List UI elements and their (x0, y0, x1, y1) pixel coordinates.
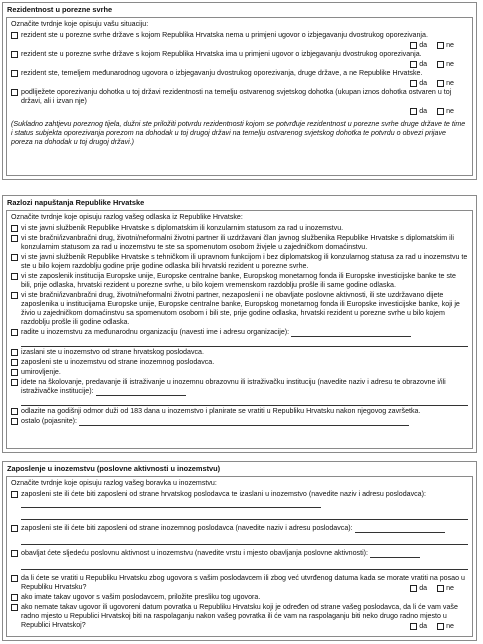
institution-input[interactable] (96, 388, 186, 396)
checkbox[interactable] (11, 369, 18, 376)
checkbox-item (11, 524, 468, 533)
item-text: izaslani ste u inozemstvo od strane hrvatskog poslodavca. (21, 348, 204, 356)
checkbox-item (11, 50, 468, 59)
item-text: vi ste javni službenik Republike Hrvatske s tehničkom ili upravnom funkcijom i bez diplomatskog ili konzularnog statusa za rad u inozemstvu te ste u bilo kojem razdoblju godine prije godine odlaska bili hrvatski rezident u porezne svrhe. (21, 253, 468, 270)
section-title: Rezidentnost u porezne svrhe (7, 5, 113, 14)
item-text: vi ste bračni/izvanbračni drug, životni/neformalni životni partner, nezaposleni i ne obavljate poslovne aktivnosti, ili ste uzdržavano dijete zaposlenika u institucijama Europske unije, Europske centralne banke, Europskog monetarnog fonda ili Europske investicijske banke, koji je živio u zajedničkom domaćinstvu sa spomenutom osobom i bili ste, prije godine odlaska, hrvatski rezident u porezne svrhe u bilo kojem razdoblju prošle ili godine odlaska. (21, 291, 460, 326)
item-text: umirovljenje. (21, 368, 61, 376)
section-body (6, 17, 473, 176)
item-text: ako nemate takav ugovor ili ugovoreni datum povratka u Republiku Hrvatsku koji je određen od strane vašeg poslodavca, da li će vam vaše radno mjesto u Republici Hrvatskoj biti na raspolaganju nakon vašeg povratka ili će vam na raspolaganju biti neko drugo radno mjesto u Republici Hrvatskoj? (21, 603, 458, 629)
checkbox[interactable] (11, 292, 18, 299)
checkbox-item (11, 253, 468, 271)
section-tax-residence (2, 2, 477, 180)
checkbox-item (11, 272, 468, 290)
checkbox[interactable] (11, 550, 18, 557)
organization-input[interactable] (291, 329, 411, 337)
item-text: radite u inozemstvu za međunarodnu organizaciju (navesti ime i adresu organizacije): (21, 328, 290, 336)
item-text: zaposleni ste u inozemstvu od strane inozemnog poslodavca. (21, 358, 215, 366)
no-checkbox[interactable] (437, 585, 444, 592)
checkbox-item (11, 549, 468, 558)
section-leaving-reasons (2, 195, 477, 453)
no-checkbox[interactable] (437, 108, 444, 115)
organization-input-line[interactable] (21, 338, 468, 347)
checkbox-item (11, 417, 468, 426)
checkbox-item (11, 348, 468, 357)
checkbox[interactable] (11, 32, 18, 39)
item-text: odlazite na godišnji odmor duži od 183 dana u inozemstvo i planirate se vratiti u Republiku Hrvatsku nakon njegovog završetka. (21, 407, 421, 415)
yes-checkbox[interactable] (410, 42, 417, 49)
checkbox[interactable] (11, 604, 18, 611)
yes-label: da (419, 107, 428, 115)
yes-checkbox[interactable] (410, 80, 417, 87)
checkbox[interactable] (11, 408, 18, 415)
item-text: zaposleni ste ili ćete biti zaposleni od strane inozemnog poslodavca (navedite naziv i adresu poslodavca): (21, 524, 353, 532)
item-text: rezident ste, temeljem međunarodnog ugovora o izbjegavanju dvostrukog oporezivanja, druge države, a ne Republike Hrvatske. (21, 69, 423, 77)
other-input[interactable] (79, 418, 409, 426)
checkbox-item (11, 407, 468, 416)
item-text: vi ste bračni/izvanbračni drug, životni/neformalni životni partner ili uzdržavani član javnog službenika Republike Hrvatske s diplomatskim ili konzularnim statusom za rad u inozemstvu te ste sa spomenutom osobom živjele u zajedničkom domaćinstvu. (21, 234, 454, 251)
employer-input[interactable] (21, 500, 321, 508)
no-label: ne (446, 622, 454, 630)
yes-checkbox[interactable] (410, 623, 417, 630)
checkbox[interactable] (11, 70, 18, 77)
section-intro: Označite tvrdnje koje opisuju vašu situaciju: (11, 20, 149, 28)
checkbox[interactable] (11, 254, 18, 261)
yes-no-group (11, 107, 468, 116)
checkbox[interactable] (11, 594, 18, 601)
yes-no-group (11, 41, 468, 50)
foreign-employer-input[interactable] (355, 525, 445, 533)
attachment-note: (Sukladno zahtjevu poreznog tijela, dužni ste priložiti potvrdu rezidentnosti kojom se potvrđuje rezidentnost u porezne svrhe druge države te time i status subjekta oporezivanja porezom na dohodak u toj drugoj državi na temelju ostvarenog svjetskog dohotka te potvrdu o obvezi prijave poreza na dohodak u toj drugoj državi.) (11, 120, 466, 146)
item-text: zaposleni ste ili ćete biti zaposleni od strane hrvatskog poslodavca te izaslani u inozemstvo (navedite naziv i adresu poslodavca): (21, 490, 426, 498)
yes-checkbox[interactable] (410, 61, 417, 68)
checkbox-item (11, 291, 468, 327)
yes-no-group (11, 60, 468, 69)
no-label: ne (446, 107, 454, 115)
yes-no-group (11, 79, 468, 88)
checkbox[interactable] (11, 575, 18, 582)
institution-input-line[interactable] (21, 397, 468, 406)
item-text: rezident ste u porezne svrhe države s kojom Republika Hrvatska nema u primjeni ugovor o izbjegavanju dvostrukog oporezivanja. (21, 31, 428, 39)
yes-label: da (419, 79, 428, 87)
section-body (6, 476, 473, 637)
yes-label: da (419, 60, 428, 68)
yes-label: da (419, 41, 428, 49)
employer-input-line[interactable] (21, 511, 468, 520)
no-label: ne (446, 60, 454, 68)
yes-checkbox[interactable] (410, 585, 417, 592)
item-text: vi ste zaposlenik institucija Europske unije, Europske centralne banke, Europskog monetarnog fonda ili Europske investicijske banke te ste bili, prije odlaska, hrvatski rezident u porezne svrhe, u bilo kojem vremenskom razdoblju prošle ili same godine odlaska. (21, 272, 456, 289)
checkbox-item (11, 603, 468, 630)
checkbox[interactable] (11, 525, 18, 532)
checkbox[interactable] (11, 225, 18, 232)
checkbox[interactable] (11, 235, 18, 242)
checkbox-item (11, 378, 468, 396)
checkbox[interactable] (11, 51, 18, 58)
item-text: podliježete oporezivanju dohotka u toj državi rezidentnosti na temelju ostvarenog svjetskog dohotka (ukupan iznos dohotka ostvaren u toj državi, ali i izvan nje) (21, 88, 452, 105)
section-body (6, 210, 473, 449)
section-employment-abroad (2, 461, 477, 641)
no-checkbox[interactable] (437, 80, 444, 87)
checkbox-item (11, 574, 468, 592)
no-label: ne (446, 41, 454, 49)
checkbox-item (11, 88, 468, 106)
checkbox[interactable] (11, 89, 18, 96)
checkbox[interactable] (11, 349, 18, 356)
checkbox-item (11, 368, 468, 377)
checkbox[interactable] (11, 273, 18, 280)
checkbox-item (11, 224, 468, 233)
checkbox-item (11, 69, 468, 78)
checkbox[interactable] (11, 491, 18, 498)
item-text: ostalo (pojasnite): (21, 417, 77, 425)
activity-input[interactable] (370, 550, 420, 558)
item-text: vi ste javni službenik Republike Hrvatske s diplomatskim ili konzularnim statusom za rad u inozemstvu. (21, 224, 344, 232)
checkbox-item (11, 234, 468, 252)
item-text: obavljat ćete sljedeću poslovnu aktivnost u inozemstvu (navedite vrstu i mjesto obavljanja poslovne aktivnosti): (21, 549, 368, 557)
no-checkbox[interactable] (437, 623, 444, 630)
checkbox-item (11, 358, 468, 367)
checkbox[interactable] (11, 359, 18, 366)
no-checkbox[interactable] (437, 42, 444, 49)
checkbox[interactable] (11, 329, 18, 336)
section-title: Razlozi napuštanja Republike Hrvatske (7, 198, 145, 207)
no-checkbox[interactable] (437, 61, 444, 68)
section-intro: Označite tvrdnje koje opisuju razlog vašeg boravka u inozemstvu: (11, 479, 217, 487)
section-intro: Označite tvrdnje koje opisuju razlog vašeg odlaska iz Republike Hrvatske: (11, 213, 243, 221)
checkbox-item (11, 328, 468, 337)
yes-label: da (419, 622, 428, 630)
checkbox[interactable] (11, 379, 18, 386)
section-title: Zaposlenje u inozemstvu (poslovne aktivnosti u inozemstvu) (7, 464, 221, 473)
yes-checkbox[interactable] (410, 108, 417, 115)
checkbox[interactable] (11, 418, 18, 425)
item-text: idete na školovanje, predavanje ili istraživanje u inozemnu obrazovnu ili istraživačku instituciju (navedite naziv i adresu te obrazovne i/ili istraživačke institucije): (21, 378, 446, 395)
checkbox-item (11, 490, 468, 508)
no-label: ne (446, 79, 454, 87)
item-text: ako imate takav ugovor s vašim poslodavcem, priložite presliku tog ugovora. (21, 593, 261, 601)
item-text: da li ćete se vratiti u Republiku Hrvatsku zbog ugovora s vašim poslodavcem ili zbog već utvrđenog datuma kada se morate vratiti na posao u Republiku Hrvatsku? (21, 574, 465, 591)
checkbox-item (11, 593, 468, 602)
yes-label: da (419, 584, 428, 592)
item-text: rezident ste u porezne svrhe države s kojom Republika Hrvatska ima u primjeni ugovor o izbjegavanju dvostrukog oporezivanja. (21, 50, 422, 58)
no-label: ne (446, 584, 454, 592)
foreign-employer-input-line[interactable] (21, 536, 468, 545)
checkbox-item (11, 31, 468, 40)
activity-input-line[interactable] (21, 561, 468, 570)
